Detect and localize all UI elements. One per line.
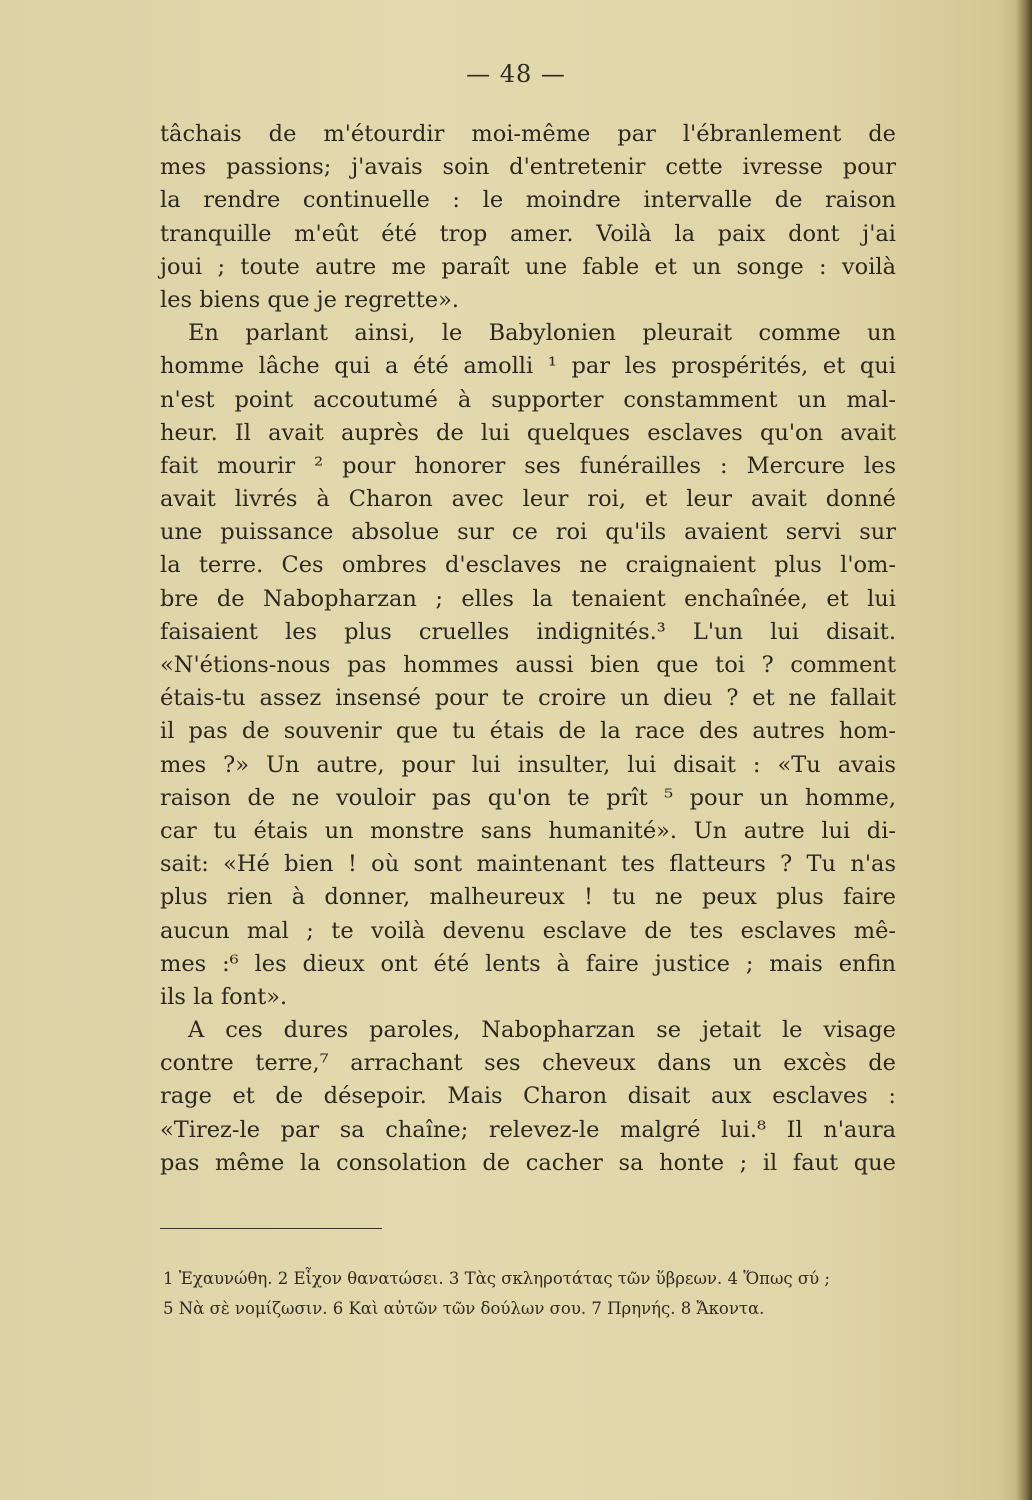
text-line: fait mourir ² pour honorer ses funérailles : Mercure les (160, 452, 896, 479)
text-line: sait: «Hé bien ! où sont maintenant tes flatteurs ? Tu n'as (160, 851, 896, 878)
text-line: la terre. Ces ombres d'esclaves ne craignaient plus l'om- (160, 552, 896, 579)
footnote-line: 1 Ἐχαυνώθη. 2 Εἶχον θανατώσει. 3 Τὰς σκληροτάτας τῶν ὕβρεων. 4 Ὅπως σύ ; (163, 1269, 830, 1288)
text-line: n'est point accoutumé à supporter constamment un mal- (160, 386, 896, 413)
text-line: tâchais de m'étourdir moi-même par l'ébranlement de (160, 121, 896, 147)
text-line: mes ?» Un autre, pour lui insulter, lui disait : «Tu avais (160, 751, 896, 778)
text-line: aucun mal ; te voilà devenu esclave de tes esclaves mê- (160, 917, 896, 944)
text-line: raison de ne vouloir pas qu'on te prît ⁵ pour un homme, (160, 784, 896, 811)
text-line: faisaient les plus cruelles indignités.³ L'un lui disait. (160, 618, 896, 645)
text-line: rage et de désepoir. Mais Charon disait aux esclaves : (160, 1083, 896, 1110)
footnotes (163, 1264, 883, 1324)
body-text (160, 118, 896, 1180)
text-line: contre terre,⁷ arrachant ses cheveux dans un excès de (160, 1050, 896, 1077)
text-line: pas même la consolation de cacher sa honte ; il faut que (160, 1149, 896, 1176)
footnote-divider (160, 1228, 382, 1229)
text-line: la rendre continuelle : le moindre intervalle de raison (160, 187, 896, 214)
text-line: bre de Nabopharzan ; elles la tenaient enchaînée, et lui (160, 585, 896, 612)
text-line: ils la font». (160, 983, 288, 1010)
text-line: mes :⁶ les dieux ont été lents à faire justice ; mais enfin (160, 950, 896, 977)
text-line: mes passions; j'avais soin d'entretenir cette ivresse pour (160, 154, 896, 181)
text-line: heur. Il avait auprès de lui quelques esclaves qu'on avait (160, 419, 896, 446)
text-line: «N'étions-nous pas hommes aussi bien que toi ? comment (160, 652, 896, 678)
text-line: A ces dures paroles, Nabopharzan se jetait le visage (188, 1017, 896, 1044)
page-number: — 48 — (466, 60, 566, 88)
text-line: plus rien à donner, malheureux ! tu ne peux plus faire (160, 884, 896, 911)
text-line: il pas de souvenir que tu étais de la race des autres hom- (160, 718, 896, 745)
text-line: les biens que je regrette». (160, 286, 459, 313)
page-edge-shadow (1016, 0, 1032, 1500)
text-line: tranquille m'eût été trop amer. Voilà la paix dont j'ai (160, 220, 896, 247)
text-line: car tu étais un monstre sans humanité». Un autre lui di- (160, 817, 896, 844)
text-line: étais-tu assez insensé pour te croire un dieu ? et ne fallait (160, 685, 896, 712)
text-line: avait livrés à Charon avec leur roi, et leur avait donné (160, 486, 896, 513)
footnote-line: 5 Νὰ σὲ νομίζωσιν. 6 Καὶ αὐτῶν τῶν δούλων σου. 7 Πρηνής. 8 Ἄκοντα. (163, 1299, 765, 1318)
text-line: une puissance absolue sur ce roi qu'ils avaient servi sur (160, 519, 896, 546)
text-line: homme lâche qui a été amolli ¹ par les prospérités, et qui (160, 353, 896, 380)
text-line: joui ; toute autre me paraît une fable et un songe : voilà (160, 253, 896, 280)
text-line: «Tirez-le par sa chaîne; relevez-le malgré lui.⁸ Il n'aura (160, 1116, 896, 1143)
text-line: En parlant ainsi, le Babylonien pleurait comme un (188, 320, 896, 347)
